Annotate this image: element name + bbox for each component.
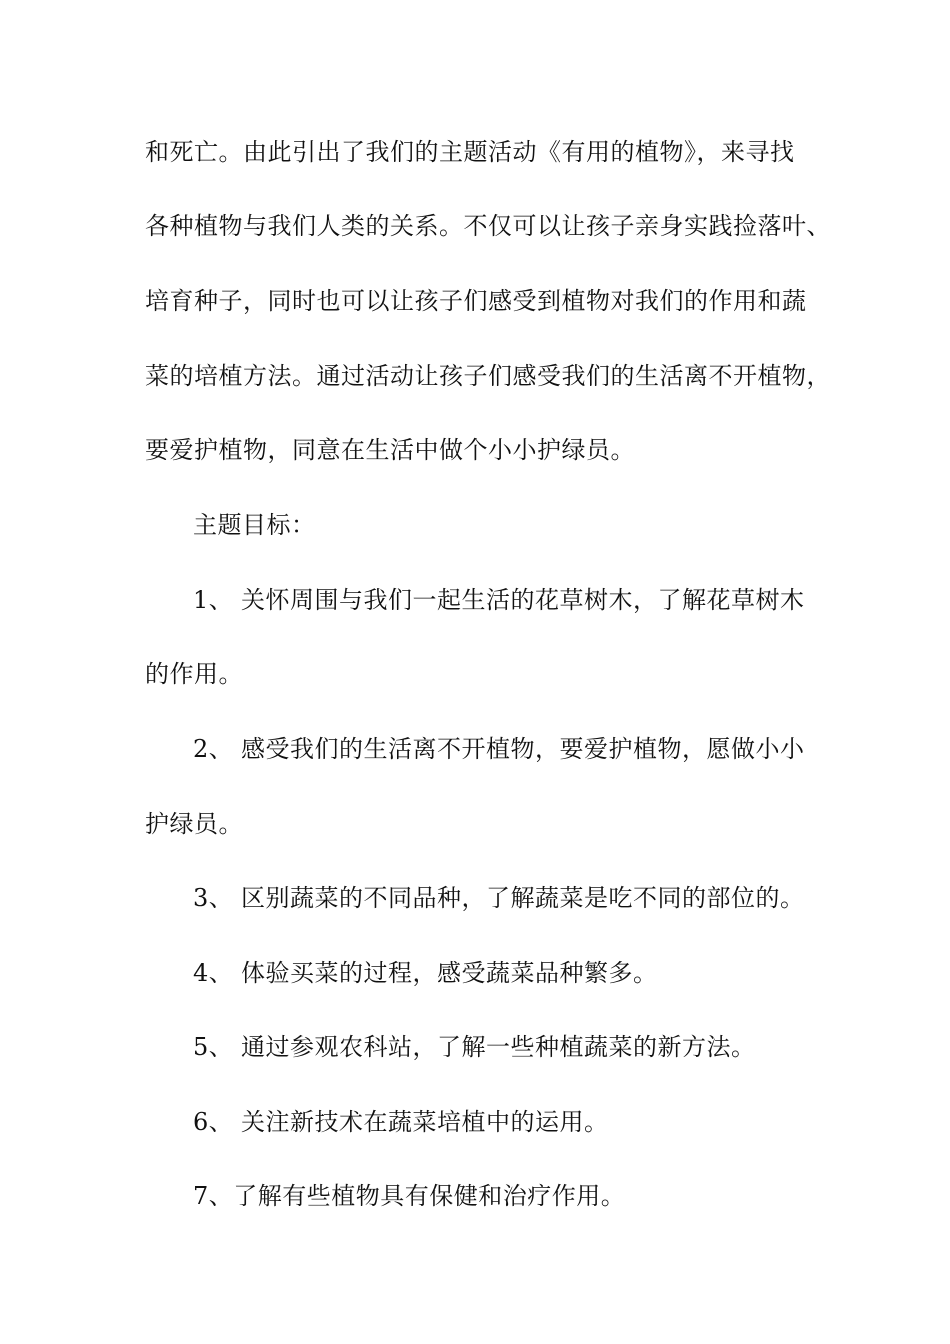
- goal-number: 1、: [193, 586, 234, 614]
- goal-text: 区别蔬菜的不同品种，了解蔬菜是吃不同的部位的。: [241, 884, 805, 912]
- goal-item-3: [193, 882, 805, 914]
- intro-line-2: 各种植物与我们人类的关系。不仅可以让孩子亲身实践捡落叶、: [145, 212, 831, 240]
- goal-number: 5、: [193, 1033, 234, 1061]
- goal-item-2-continuation: 护绿员。: [145, 810, 243, 838]
- goal-item-7: [193, 1180, 625, 1212]
- goal-item-5: [193, 1031, 756, 1063]
- intro-line-4: 菜的培植方法。通过活动让孩子们感受我们的生活离不开植物，: [145, 362, 831, 390]
- goal-number: 7、: [193, 1182, 234, 1210]
- goal-number: 6、: [193, 1108, 234, 1136]
- intro-line-5: 要爱护植物，同意在生活中做个小小护绿员。: [145, 436, 635, 464]
- goal-number: 2、: [193, 735, 234, 763]
- goal-number: 3、: [193, 884, 234, 912]
- intro-line-3: 培育种子，同时也可以让孩子们感受到植物对我们的作用和蔬: [145, 287, 807, 315]
- goal-item-4: [193, 957, 658, 989]
- goals-heading: 主题目标：: [193, 511, 316, 539]
- intro-line-1: 和死亡。由此引出了我们的主题活动《有用的植物》，来寻找: [145, 138, 795, 166]
- goal-text: 了解有些植物具有保健和治疗作用。: [233, 1182, 626, 1210]
- goal-text: 通过参观农科站，了解一些种植蔬菜的新方法。: [241, 1033, 756, 1061]
- goal-text: 关怀周围与我们一起生活的花草树木，了解花草树木: [241, 586, 805, 614]
- goal-text: 关注新技术在蔬菜培植中的运用。: [241, 1108, 609, 1136]
- goal-item-1-continuation: 的作用。: [145, 660, 243, 688]
- goal-item-6: [193, 1106, 609, 1138]
- goal-text: 感受我们的生活离不开植物，要爱护植物，愿做小小: [241, 735, 805, 763]
- goal-number: 4、: [193, 959, 234, 987]
- goal-item-1: [193, 584, 805, 616]
- goal-item-2: [193, 733, 805, 765]
- goal-text: 体验买菜的过程，感受蔬菜品种繁多。: [241, 959, 658, 987]
